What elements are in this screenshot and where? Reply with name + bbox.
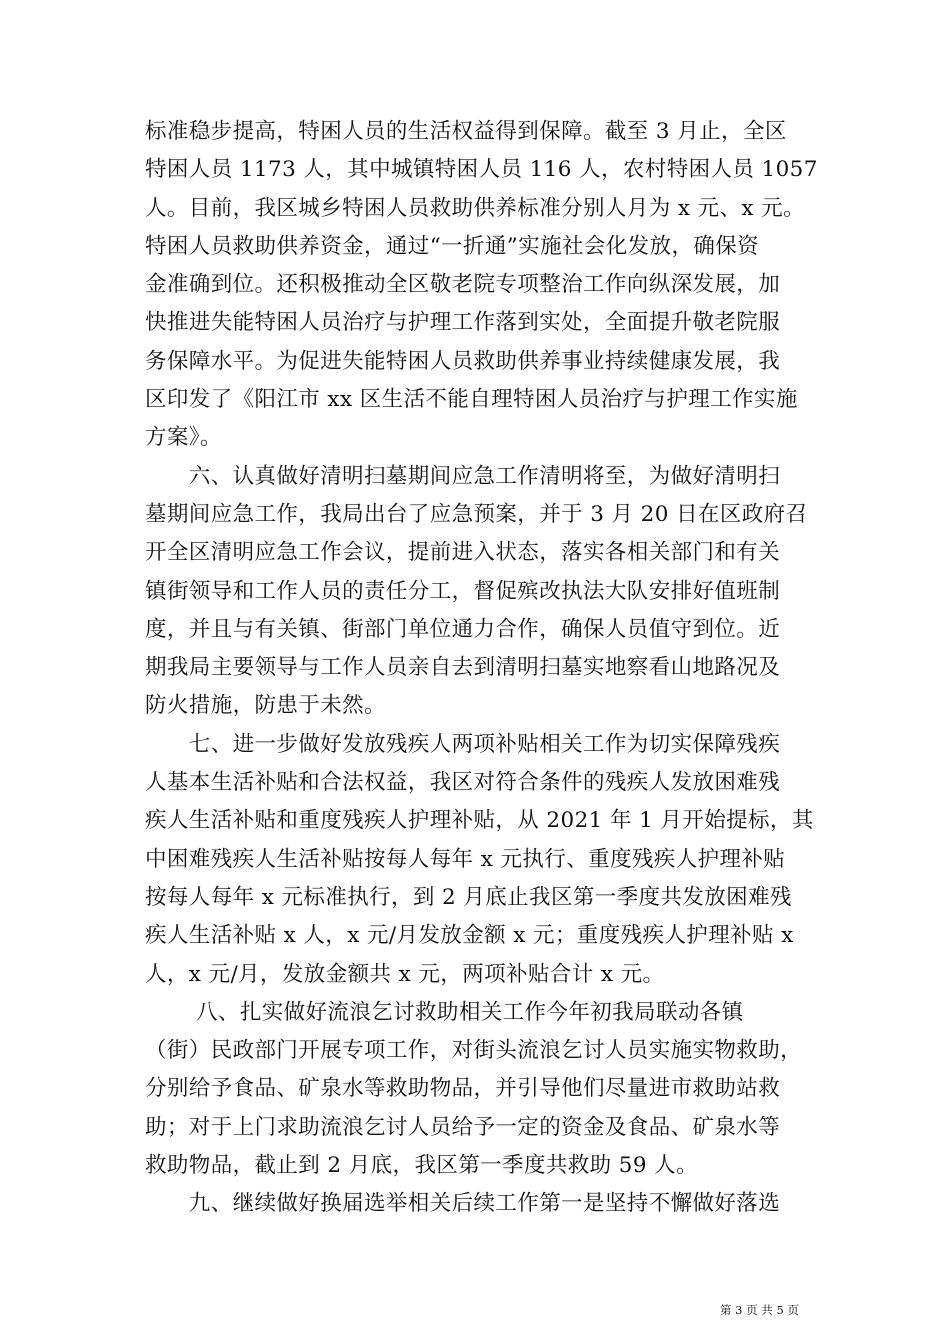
text-line: 开全区清明应急工作会议，提前进入状态，落实各相关部门和有关 bbox=[145, 540, 781, 566]
text-line: 人，x 元/月，发放金额共 x 元，两项补贴合计 x 元。 bbox=[145, 961, 665, 987]
text-line: 七、进一步做好发放残疾人两项补贴相关工作为切实保障残疾 bbox=[145, 731, 781, 757]
text-line: 方案》。 bbox=[145, 425, 222, 451]
text-line: 疾人生活补贴和重度残疾人护理补贴，从 2021 年 1 月开始提标，其 bbox=[145, 808, 814, 834]
text-line: 八、扎实做好流浪乞讨救助相关工作今年初我局联动各镇 bbox=[145, 999, 744, 1025]
text-line: 救助物品，截止到 2 月底，我区第一季度共救助 59 人。 bbox=[145, 1153, 698, 1179]
text-line: 中困难残疾人生活补贴按每人每年 x 元执行、重度残疾人护理补贴 bbox=[145, 846, 786, 872]
page-number-footer: 第 3 页 共 5 页 bbox=[720, 1303, 799, 1317]
text-line: 度，并且与有关镇、街部门单位通力合作，确保人员值守到位。近 bbox=[145, 616, 781, 642]
text-line: 疾人生活补贴 x 人，x 元/月发放金额 x 元；重度残疾人护理补贴 x bbox=[145, 923, 794, 949]
text-line: 金准确到位。还积极推动全区敬老院专项整治工作向纵深发展，加 bbox=[145, 272, 781, 298]
text-line: 助；对于上门求助流浪乞讨人员给予一定的资金及食品、矿泉水等 bbox=[145, 1114, 781, 1140]
text-line: （街）民政部门开展专项工作，对街头流浪乞讨人员实施实物救助， bbox=[145, 1038, 803, 1064]
text-line: 期我局主要领导与工作人员亲自去到清明扫墓实地察看山地路况及 bbox=[145, 655, 781, 681]
text-line: 快推进失能特困人员治疗与护理工作落到实处，全面提升敬老院服 bbox=[145, 310, 781, 336]
text-line: 镇街领导和工作人员的责任分工，督促殡改执法大队安排好值班制 bbox=[145, 578, 781, 604]
text-line: 分别给予食品、矿泉水等救助物品，并引导他们尽量进市救助站救 bbox=[145, 1076, 781, 1102]
text-line: 区印发了《阳江市 xx 区生活不能自理特困人员治疗与护理工作实施 bbox=[145, 387, 798, 413]
text-line: 特困人员救助供养资金，通过“一折通”实施社会化发放，确保资 bbox=[145, 233, 760, 259]
text-line: 标准稳步提高，特困人员的生活权益得到保障。截至 3 月止，全区 bbox=[145, 119, 787, 144]
text-line: 务保障水平。为促进失能特困人员救助供养事业持续健康发展，我 bbox=[145, 348, 781, 374]
text-line: 防火措施，防患于未然。 bbox=[145, 693, 386, 719]
text-line: 特困人员 1173 人，其中城镇特困人员 116 人，农村特困人员 1057 bbox=[145, 157, 818, 183]
text-line: 墓期间应急工作，我局出台了应急预案，并于 3 月 20 日在区政府召 bbox=[145, 501, 808, 527]
text-line: 人。目前，我区城乡特困人员救助供养标准分别人月为 x 元、x 元。 bbox=[145, 195, 805, 221]
text-line: 人基本生活补贴和合法权益，我区对符合条件的残疾人发放困难残 bbox=[145, 770, 781, 796]
body-text bbox=[145, 113, 818, 1224]
text-line: 九、继续做好换届选举相关后续工作第一是坚持不懈做好落选 bbox=[145, 1191, 781, 1217]
text-line: 六、认真做好清明扫墓期间应急工作清明将至，为做好清明扫 bbox=[145, 463, 781, 489]
text-line: 按每人每年 x 元标准执行，到 2 月底止我区第一季度共发放困难残 bbox=[145, 884, 792, 910]
